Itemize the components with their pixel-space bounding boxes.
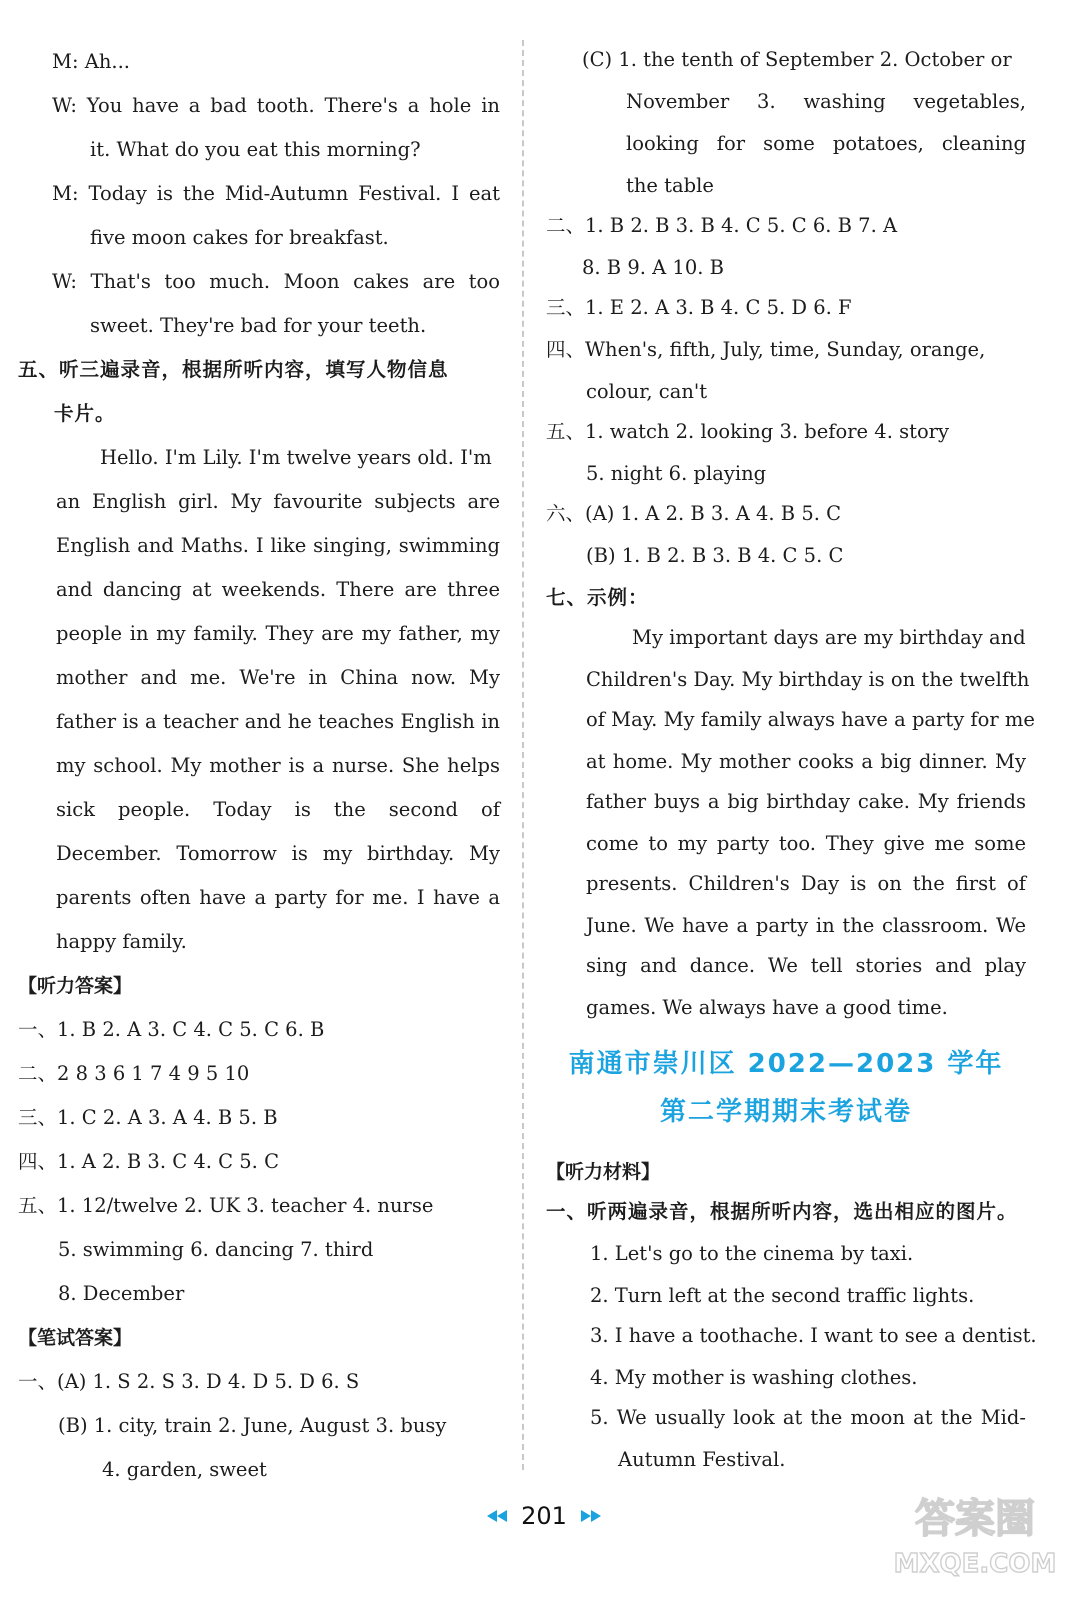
left-column-line: (B) 1. city, train 2. June, August 3. busy	[58, 1414, 447, 1437]
left-column-line: 五、1. 12/twelve 2. UK 3. teacher 4. nurse	[18, 1194, 434, 1217]
right-column-line: 5. night 6. playing	[586, 462, 767, 485]
right-column-line: 1. Let's go to the cinema by taxi.	[590, 1242, 914, 1265]
left-column-line: Hello. I'm Lily. I'm twelve years old. I'm	[100, 446, 492, 469]
right-column-line: looking for some potatoes, cleaning	[626, 132, 1026, 155]
exam-title-line-1: 南通市崇川区 2022—2023 学年	[568, 1049, 1004, 1079]
right-column-line: 8. B 9. A 10. B	[582, 256, 724, 279]
left-column-line: 三、1. C 2. A 3. A 4. B 5. B	[18, 1106, 278, 1129]
left-column-line: M: Today is the Mid-Autumn Festival. I eat	[52, 182, 500, 205]
watermark-top-text: 答案圈	[915, 1496, 1035, 1542]
right-column-line: November 3. washing vegetables,	[626, 90, 1026, 113]
right-column-line: the table	[626, 174, 714, 197]
right-column-line: June. We have a party in the classroom. We	[586, 914, 1026, 937]
left-column-line: 二、2 8 3 6 1 7 4 9 5 10	[18, 1062, 250, 1085]
left-column-line: parents often have a party for me. I have a	[56, 886, 500, 909]
right-column-line: 3. I have a toothache. I want to see a dentist.	[590, 1324, 1037, 1347]
right-column-line: sing and dance. We tell stories and play	[586, 954, 1026, 977]
left-column-line: father is a teacher and he teaches English in	[56, 710, 500, 733]
left-column-line: 4. garden, sweet	[102, 1458, 267, 1481]
left-column-line: sweet. They're bad for your teeth.	[90, 314, 427, 337]
left-column-line: 卡片。	[54, 402, 116, 425]
left-column-line: mother and me. We're in China now. My	[56, 666, 500, 689]
left-column-line: 四、1. A 2. B 3. C 4. C 5. C	[18, 1150, 279, 1173]
left-column-line: it. What do you eat this morning?	[90, 138, 421, 161]
right-column-line: 三、1. E 2. A 3. B 4. C 5. D 6. F	[546, 296, 852, 319]
right-column-line: Autumn Festival.	[618, 1448, 786, 1471]
left-column-line: 【笔试答案】	[18, 1327, 133, 1349]
right-column-line: 六、(A) 1. A 2. B 3. A 4. B 5. C	[546, 502, 842, 525]
right-column-line: father buys a big birthday cake. My friends	[586, 790, 1026, 813]
left-column-line: my school. My mother is a nurse. She helps	[56, 754, 500, 777]
right-column-line: 5. We usually look at the moon at the Mid-	[590, 1406, 1026, 1429]
exam-title-line-2: 第二学期期末考试卷	[659, 1097, 912, 1127]
next-double-arrow-icon	[581, 1507, 601, 1526]
right-column-line: (C) 1. the tenth of September 2. October or	[582, 48, 1012, 71]
left-column-line: happy family.	[56, 930, 187, 953]
right-column-line: at home. My mother cooks a big dinner. My	[586, 750, 1026, 773]
right-column-line: 七、示例：	[546, 586, 649, 609]
left-column-line: five moon cakes for breakfast.	[90, 226, 389, 249]
left-column-line: and dancing at weekends. There are three	[56, 578, 500, 601]
left-column-line: 五、听三遍录音，根据所听内容，填写人物信息	[18, 358, 449, 381]
left-column-line: December. Tomorrow is my birthday. My	[56, 842, 500, 865]
left-column-line: M: Ah...	[52, 50, 130, 73]
right-column-line: My important days are my birthday and	[632, 626, 1026, 649]
page-number: 201	[521, 1502, 567, 1530]
left-column-line: W: That's too much. Moon cakes are too	[52, 270, 500, 293]
right-column-line: 五、1. watch 2. looking 3. before 4. story	[546, 420, 950, 443]
right-column-line: 【听力材料】	[546, 1161, 661, 1183]
right-column-line: 二、1. B 2. B 3. B 4. C 5. C 6. B 7. A	[546, 214, 898, 237]
right-column-line: presents. Children's Day is on the first of	[586, 872, 1026, 895]
left-column-line: sick people. Today is the second of	[56, 798, 500, 821]
right-column-line: colour, can't	[586, 380, 708, 403]
left-column-line: 5. swimming 6. dancing 7. third	[58, 1238, 374, 1261]
left-column-line: 一、1. B 2. A 3. C 4. C 5. C 6. B	[18, 1018, 325, 1041]
right-column-line: come to my party too. They give me some	[586, 832, 1026, 855]
prev-double-arrow-icon	[487, 1507, 507, 1526]
right-column-line: of May. My family always have a party for me	[586, 708, 1035, 731]
watermark-bottom-text: MXQE.COM	[893, 1549, 1057, 1579]
left-column-line: 8. December	[58, 1282, 185, 1305]
left-column-line: an English girl. My favourite subjects are	[56, 490, 500, 513]
column-divider	[522, 40, 524, 1470]
left-column-line: 一、(A) 1. S 2. S 3. D 4. D 5. D 6. S	[18, 1370, 360, 1393]
right-column-line: games. We always have a good time.	[586, 996, 948, 1019]
right-column-line: 一、听两遍录音，根据所听内容，选出相应的图片。	[546, 1200, 1018, 1223]
left-column-line: people in my family. They are my father, my	[56, 622, 500, 645]
right-column-line: Children's Day. My birthday is on the twelfth	[586, 668, 1030, 691]
left-column-line: English and Maths. I like singing, swimming	[56, 534, 500, 557]
right-column-line: 四、When's, fifth, July, time, Sunday, orange,	[546, 338, 986, 361]
right-column-line: (B) 1. B 2. B 3. B 4. C 5. C	[586, 544, 844, 567]
left-column-line: W: You have a bad tooth. There's a hole in	[52, 94, 500, 117]
right-column-line: 2. Turn left at the second traffic lights.	[590, 1284, 975, 1307]
left-column-line: 【听力答案】	[18, 975, 133, 997]
right-column-line: 4. My mother is washing clothes.	[590, 1366, 918, 1389]
watermark-logo	[890, 1484, 1060, 1584]
